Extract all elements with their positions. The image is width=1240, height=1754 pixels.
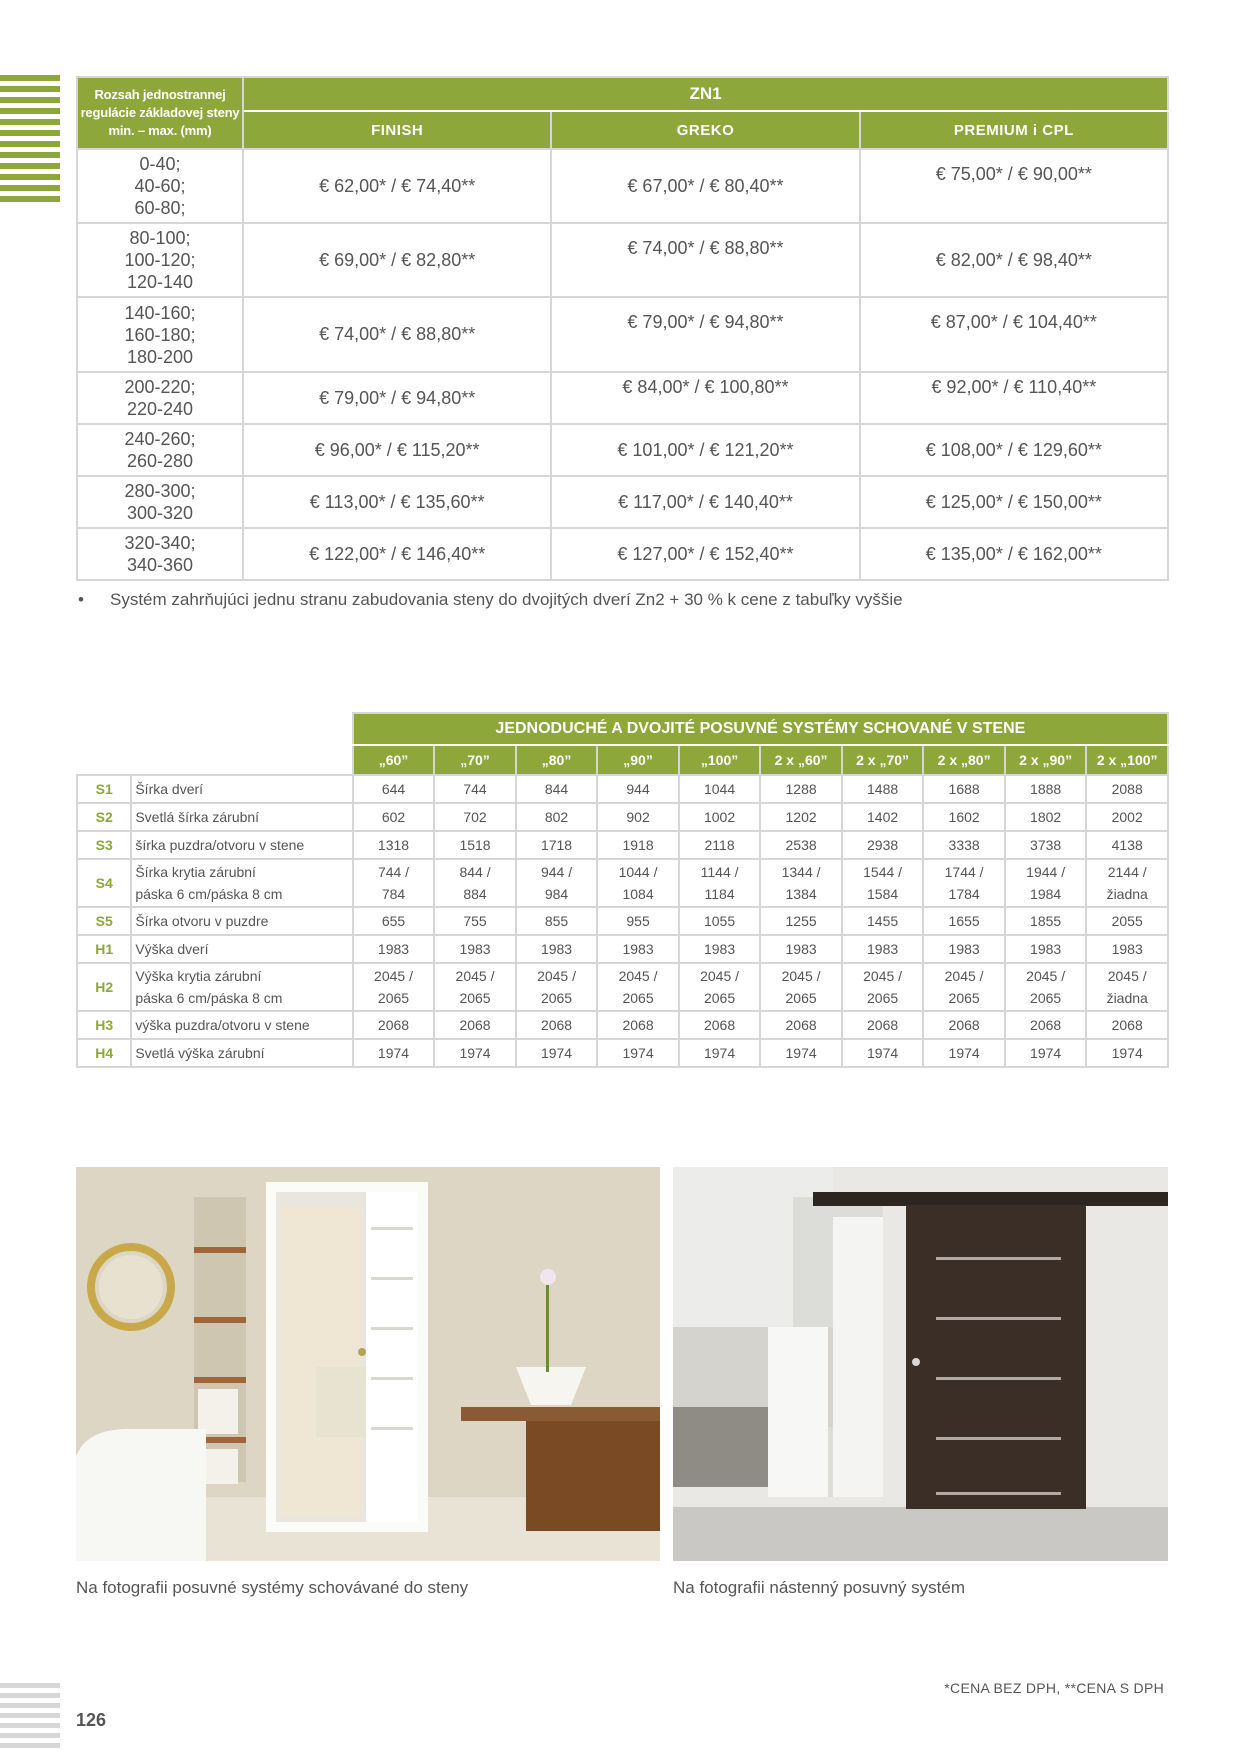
dimension-value: 2068 (434, 1011, 516, 1039)
range-cell: 280-300; 300-320 (77, 476, 243, 528)
page-number: 126 (76, 1710, 107, 1730)
price-cell: € 67,00* / € 80,40** (551, 149, 859, 223)
dimension-value: 2068 (1005, 1011, 1087, 1039)
table-row (77, 297, 1168, 372)
dimension-code: S2 (77, 803, 131, 831)
dimension-label: Šírka dverí (131, 775, 352, 803)
dimension-value: 744 (434, 775, 516, 803)
dimension-value: 2002 (1086, 803, 1168, 831)
dimension-value: 1544 / 1584 (842, 859, 924, 907)
table-row (77, 372, 1168, 424)
dimension-value: 902 (597, 803, 679, 831)
dimension-label: Šírka krytia zárubní páska 6 cm/páska 8 cm (131, 859, 352, 907)
dimension-value: 1044 / 1084 (597, 859, 679, 907)
dimension-value: 1974 (1005, 1039, 1087, 1067)
dimension-value: 702 (434, 803, 516, 831)
decorative-stripes-top (0, 75, 60, 207)
dimension-code: H2 (77, 963, 131, 1011)
column-header: 2 x „70” (842, 745, 924, 775)
dimension-value: 1983 (923, 935, 1005, 963)
dimension-value: 2055 (1086, 907, 1168, 935)
dimension-code: H4 (77, 1039, 131, 1067)
dimension-value: 855 (516, 907, 598, 935)
price-table (76, 76, 1169, 581)
range-cell: 320-340; 340-360 (77, 528, 243, 580)
price-cell: € 79,00* / € 94,80** (243, 372, 551, 424)
table-row (77, 1039, 1168, 1067)
dimension-value: 1983 (434, 935, 516, 963)
dimension-value: 2068 (1086, 1011, 1168, 1039)
dimension-value: 1974 (760, 1039, 842, 1067)
column-header: „100” (679, 745, 761, 775)
dimension-value: 1888 (1005, 775, 1087, 803)
table-row (77, 963, 1168, 1011)
group-header: ZN1 (243, 77, 1168, 111)
dimension-value: 1983 (760, 935, 842, 963)
dimension-value: 1974 (434, 1039, 516, 1067)
price-cell: € 117,00* / € 140,40** (551, 476, 859, 528)
table-row (77, 149, 1168, 223)
dimension-value: 2045 / 2065 (434, 963, 516, 1011)
dimension-code: S1 (77, 775, 131, 803)
dimension-value: 1802 (1005, 803, 1087, 831)
dimension-label: výška puzdra/otvoru v stene (131, 1011, 352, 1039)
dimension-value: 744 / 784 (353, 859, 435, 907)
dimension-label: šírka puzdra/otvoru v stene (131, 831, 352, 859)
dimension-code: H3 (77, 1011, 131, 1039)
surcharge-note-text: Systém zahrňujúci jednu stranu zabudovania steny do dvojitých dverí Zn2 + 30 % k cene z tabuľky vyššie (110, 590, 903, 609)
column-header: 2 x „60” (760, 745, 842, 775)
dimension-value: 1974 (923, 1039, 1005, 1067)
dimension-value: 1002 (679, 803, 761, 831)
price-cell: € 135,00* / € 162,00** (860, 528, 1168, 580)
price-cell: € 74,00* / € 88,80** (551, 223, 859, 297)
dimension-value: 755 (434, 907, 516, 935)
dimension-value: 2068 (597, 1011, 679, 1039)
dimension-value: 1044 (679, 775, 761, 803)
dimension-value: 1488 (842, 775, 924, 803)
price-cell: € 101,00* / € 121,20** (551, 424, 859, 476)
dimension-value: 1518 (434, 831, 516, 859)
dimension-value: 2068 (516, 1011, 598, 1039)
column-header: 2 x „80” (923, 745, 1005, 775)
dimension-label: Svetlá výška zárubní (131, 1039, 352, 1067)
range-cell: 240-260; 260-280 (77, 424, 243, 476)
price-cell: € 79,00* / € 94,80** (551, 297, 859, 372)
column-header: „90” (597, 745, 679, 775)
dimension-value: 1974 (597, 1039, 679, 1067)
table-row (77, 831, 1168, 859)
range-cell: 0-40; 40-60; 60-80; (77, 149, 243, 223)
dimension-code: S4 (77, 859, 131, 907)
table-row (77, 476, 1168, 528)
dimension-value: 944 (597, 775, 679, 803)
caption-photo-1: Na fotografii posuvné systémy schovávané do steny (76, 1578, 469, 1597)
table-row (77, 803, 1168, 831)
dimension-code: H1 (77, 935, 131, 963)
dimension-value: 1974 (842, 1039, 924, 1067)
dimension-value: 1983 (1005, 935, 1087, 963)
dimension-value: 844 (516, 775, 598, 803)
dimension-value: 1983 (353, 935, 435, 963)
dimension-value: 2045 / 2065 (1005, 963, 1087, 1011)
dimension-value: 1318 (353, 831, 435, 859)
table-row (77, 907, 1168, 935)
price-cell: € 96,00* / € 115,20** (243, 424, 551, 476)
dimension-value: 655 (353, 907, 435, 935)
dimension-label: Výška krytia zárubní páska 6 cm/páska 8 cm (131, 963, 352, 1011)
table-row (77, 1011, 1168, 1039)
dimension-value: 1718 (516, 831, 598, 859)
dimensions-table-title: JEDNODUCHÉ A DVOJITÉ POSUVNÉ SYSTÉMY SCHOVANÉ V STENE (353, 713, 1168, 745)
dimensions-table (76, 712, 1169, 1068)
column-header: 2 x „90” (1005, 745, 1087, 775)
price-cell: € 74,00* / € 88,80** (243, 297, 551, 372)
table-row (77, 223, 1168, 297)
range-header: Rozsah jednostrannej regulácie základovej steny min. – max. (mm) (77, 77, 243, 149)
dimension-value: 4138 (1086, 831, 1168, 859)
dimension-value: 1744 / 1784 (923, 859, 1005, 907)
dimension-value: 1944 / 1984 (1005, 859, 1087, 907)
dimension-value: 1202 (760, 803, 842, 831)
dimension-value: 1688 (923, 775, 1005, 803)
price-cell: € 82,00* / € 98,40** (860, 223, 1168, 297)
dimension-value: 3338 (923, 831, 1005, 859)
dimension-value: 1255 (760, 907, 842, 935)
table-row (77, 528, 1168, 580)
table-row (77, 775, 1168, 803)
dimension-value: 2068 (923, 1011, 1005, 1039)
column-header-premium: PREMIUM i CPL (860, 111, 1168, 149)
price-cell: € 87,00* / € 104,40** (860, 297, 1168, 372)
price-footnote: *CENA BEZ DPH, **CENA S DPH (944, 1680, 1164, 1696)
column-header: „60” (353, 745, 435, 775)
column-header: „70” (434, 745, 516, 775)
dimension-value: 1144 / 1184 (679, 859, 761, 907)
photo-wall-sliding-door (673, 1167, 1168, 1561)
dimension-value: 2538 (760, 831, 842, 859)
price-cell: € 69,00* / € 82,80** (243, 223, 551, 297)
dimension-value: 1344 / 1384 (760, 859, 842, 907)
table-row (77, 424, 1168, 476)
range-cell: 200-220; 220-240 (77, 372, 243, 424)
price-cell: € 113,00* / € 135,60** (243, 476, 551, 528)
dimension-value: 2045 / 2065 (760, 963, 842, 1011)
column-header: „80” (516, 745, 598, 775)
dimension-value: 2045 / 2065 (923, 963, 1005, 1011)
table-row (77, 859, 1168, 907)
dimension-value: 1983 (842, 935, 924, 963)
dimension-value: 2045 / žiadna (1086, 963, 1168, 1011)
dimension-value: 1983 (597, 935, 679, 963)
price-cell: € 75,00* / € 90,00** (860, 149, 1168, 223)
dimension-value: 1974 (516, 1039, 598, 1067)
range-cell: 80-100; 100-120; 120-140 (77, 223, 243, 297)
price-cell: € 108,00* / € 129,60** (860, 424, 1168, 476)
dimension-value: 1455 (842, 907, 924, 935)
table-row (77, 935, 1168, 963)
dimension-value: 1983 (516, 935, 598, 963)
column-header-finish: FINISH (243, 111, 551, 149)
decorative-stripes-bottom (0, 1683, 60, 1753)
price-cell: € 127,00* / € 152,40** (551, 528, 859, 580)
dimension-value: 2088 (1086, 775, 1168, 803)
photo-pocket-door-bathroom (76, 1167, 660, 1561)
caption-photo-2: Na fotografii nástenný posuvný systém (673, 1578, 965, 1597)
dimension-value: 1974 (679, 1039, 761, 1067)
dimension-value: 3738 (1005, 831, 1087, 859)
dimension-value: 2068 (679, 1011, 761, 1039)
dimension-value: 2045 / 2065 (353, 963, 435, 1011)
dimension-value: 2045 / 2065 (516, 963, 598, 1011)
dimension-value: 1655 (923, 907, 1005, 935)
dimension-value: 1402 (842, 803, 924, 831)
dimension-value: 2045 / 2065 (842, 963, 924, 1011)
price-cell: € 125,00* / € 150,00** (860, 476, 1168, 528)
column-header-greko: GREKO (551, 111, 859, 149)
bullet: • (78, 590, 84, 609)
dimension-code: S3 (77, 831, 131, 859)
dimension-value: 2144 / žiadna (1086, 859, 1168, 907)
dimension-label: Svetlá šírka zárubní (131, 803, 352, 831)
dimension-value: 1918 (597, 831, 679, 859)
dimension-value: 2118 (679, 831, 761, 859)
surcharge-note (78, 590, 903, 610)
dimension-label: Výška dverí (131, 935, 352, 963)
column-header: 2 x „100” (1086, 745, 1168, 775)
dimension-value: 2068 (760, 1011, 842, 1039)
dimension-value: 644 (353, 775, 435, 803)
dimension-value: 1974 (353, 1039, 435, 1067)
dimension-label: Šírka otvoru v puzdre (131, 907, 352, 935)
dimension-value: 1602 (923, 803, 1005, 831)
table-corner (77, 713, 353, 745)
price-cell: € 122,00* / € 146,40** (243, 528, 551, 580)
dimension-value: 2068 (842, 1011, 924, 1039)
dimension-value: 955 (597, 907, 679, 935)
dimension-value: 944 / 984 (516, 859, 598, 907)
dimension-value: 802 (516, 803, 598, 831)
dimension-value: 1855 (1005, 907, 1087, 935)
dimension-value: 1974 (1086, 1039, 1168, 1067)
dimension-value: 2938 (842, 831, 924, 859)
dimension-value: 1288 (760, 775, 842, 803)
dimension-value: 2068 (353, 1011, 435, 1039)
table-corner (77, 745, 353, 775)
dimension-value: 2045 / 2065 (679, 963, 761, 1011)
price-cell: € 84,00* / € 100,80** (551, 372, 859, 424)
dimension-code: S5 (77, 907, 131, 935)
price-cell: € 62,00* / € 74,40** (243, 149, 551, 223)
dimension-value: 844 / 884 (434, 859, 516, 907)
price-cell: € 92,00* / € 110,40** (860, 372, 1168, 424)
dimension-value: 602 (353, 803, 435, 831)
dimension-value: 2045 / 2065 (597, 963, 679, 1011)
range-cell: 140-160; 160-180; 180-200 (77, 297, 243, 372)
dimension-value: 1055 (679, 907, 761, 935)
dimension-value: 1983 (679, 935, 761, 963)
dimension-value: 1983 (1086, 935, 1168, 963)
